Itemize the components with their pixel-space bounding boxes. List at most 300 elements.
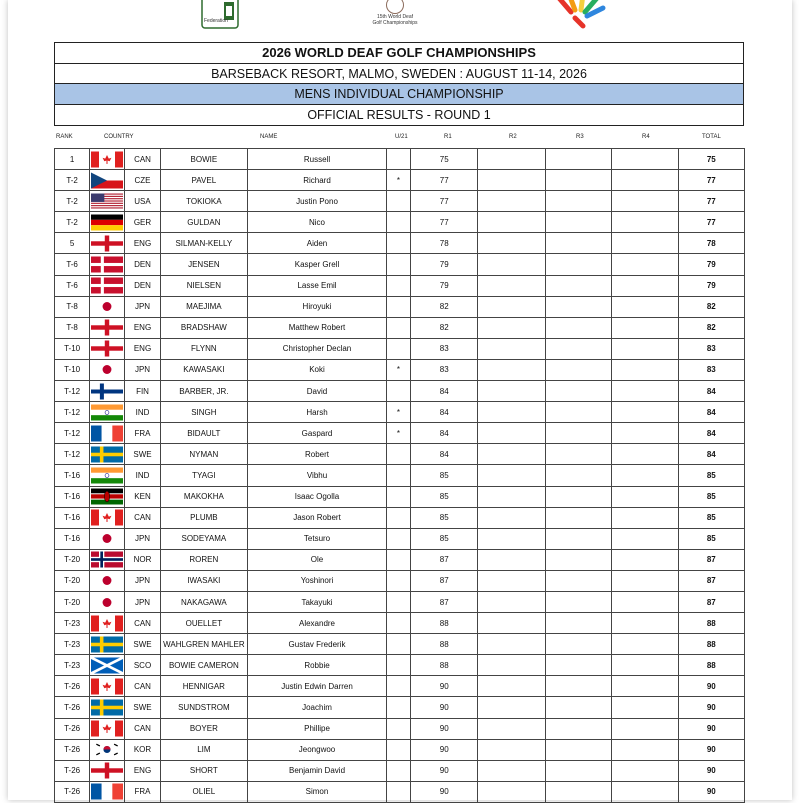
first-name-cell: Alexandre [248, 613, 387, 634]
u21-cell: * [386, 359, 410, 380]
r2-cell [478, 275, 545, 296]
rank-cell: T-2 [55, 170, 90, 191]
flag-swe-icon [91, 636, 123, 653]
flag-ind-icon [91, 467, 123, 484]
country-code-cell: SWE [125, 634, 160, 655]
r2-cell [478, 549, 545, 570]
surname-cell: BIDAULT [160, 423, 248, 444]
table-row [55, 507, 745, 528]
r1-cell: 84 [411, 402, 478, 423]
r1-cell: 88 [411, 613, 478, 634]
r3-cell [545, 591, 611, 612]
flag-cell [90, 191, 125, 212]
rank-cell: T-12 [55, 381, 90, 402]
r1-cell: 87 [411, 549, 478, 570]
r2-cell [478, 465, 545, 486]
flag-cell [90, 381, 125, 402]
flag-cell [90, 528, 125, 549]
total-cell: 82 [678, 296, 744, 317]
total-cell: 85 [678, 465, 744, 486]
surname-cell: BOYER [160, 718, 248, 739]
table-row [55, 655, 745, 676]
flag-cell [90, 149, 125, 170]
first-name-cell: Simon [248, 781, 387, 802]
r3-cell [545, 676, 611, 697]
u21-cell [386, 760, 410, 781]
flag-can-icon [91, 615, 123, 632]
first-name-cell: Vibhu [248, 465, 387, 486]
r2-cell [478, 507, 545, 528]
total-cell: 87 [678, 549, 744, 570]
flag-swe-icon [91, 699, 123, 716]
flag-cell [90, 170, 125, 191]
u21-cell [386, 149, 410, 170]
table-row [55, 760, 745, 781]
r4-cell [612, 739, 678, 760]
total-cell: 83 [678, 359, 744, 380]
r4-cell [612, 423, 678, 444]
flag-cell [90, 486, 125, 507]
flag-jpn-icon [91, 361, 123, 378]
page-title: 2026 WORLD DEAF GOLF CHAMPIONSHIPS [55, 43, 743, 64]
total-cell: 84 [678, 444, 744, 465]
u21-cell [386, 739, 410, 760]
surname-cell: MAEJIMA [160, 296, 248, 317]
r1-cell: 77 [411, 170, 478, 191]
flag-nor-icon [91, 551, 123, 568]
r1-cell: 84 [411, 381, 478, 402]
rank-cell: T-16 [55, 528, 90, 549]
surname-cell: IWASAKI [160, 570, 248, 591]
country-code-cell: JPN [125, 359, 160, 380]
surname-cell: OUELLET [160, 613, 248, 634]
col-r3: R3 [576, 134, 584, 140]
rank-cell: T-8 [55, 296, 90, 317]
u21-cell [386, 718, 410, 739]
r4-cell [612, 591, 678, 612]
flag-kor-icon [91, 741, 123, 758]
surname-cell: SILMAN-KELLY [160, 233, 248, 254]
table-row [55, 338, 745, 359]
total-cell: 90 [678, 760, 744, 781]
col-rank: RANK [56, 134, 73, 140]
championship-logo [360, 0, 430, 36]
surname-cell: BARBER, JR. [160, 381, 248, 402]
flag-swe-icon [91, 446, 123, 463]
flag-cell [90, 634, 125, 655]
r2-cell [478, 781, 545, 802]
table-row [55, 465, 745, 486]
rank-cell: T-26 [55, 781, 90, 802]
r4-cell [612, 528, 678, 549]
first-name-cell: Isaac Ogolla [248, 486, 387, 507]
r2-cell [478, 317, 545, 338]
surname-cell: SINGH [160, 402, 248, 423]
rank-cell: 1 [55, 149, 90, 170]
country-code-cell: ENG [125, 317, 160, 338]
rank-cell: T-16 [55, 507, 90, 528]
table-row [55, 149, 745, 170]
r2-cell [478, 655, 545, 676]
u21-cell [386, 233, 410, 254]
r4-cell [612, 296, 678, 317]
r3-cell [545, 338, 611, 359]
total-cell: 88 [678, 613, 744, 634]
r1-cell: 83 [411, 338, 478, 359]
col-r1: R1 [444, 134, 452, 140]
rank-cell: T-12 [55, 444, 90, 465]
total-cell: 85 [678, 486, 744, 507]
r3-cell [545, 212, 611, 233]
r4-cell [612, 212, 678, 233]
flag-cell [90, 739, 125, 760]
logo-strip [0, 0, 800, 42]
r4-cell [612, 549, 678, 570]
country-code-cell: JPN [125, 591, 160, 612]
country-code-cell: JPN [125, 296, 160, 317]
r4-cell [612, 359, 678, 380]
total-cell: 85 [678, 507, 744, 528]
r3-cell [545, 655, 611, 676]
u21-cell [386, 781, 410, 802]
u21-cell [386, 507, 410, 528]
r1-cell: 87 [411, 591, 478, 612]
r4-cell [612, 444, 678, 465]
u21-cell [386, 613, 410, 634]
r4-cell [612, 570, 678, 591]
r2-cell [478, 423, 545, 444]
total-cell: 90 [678, 781, 744, 802]
total-cell: 90 [678, 739, 744, 760]
r4-cell [612, 655, 678, 676]
surname-cell: WAHLGREN MAHLER [160, 634, 248, 655]
r2-cell [478, 233, 545, 254]
r2-cell [478, 359, 545, 380]
first-name-cell: Justin Pono [248, 191, 387, 212]
first-name-cell: Robbie [248, 655, 387, 676]
r3-cell [545, 275, 611, 296]
flag-cell [90, 760, 125, 781]
surname-cell: BRADSHAW [160, 317, 248, 338]
flag-cell [90, 233, 125, 254]
r4-cell [612, 233, 678, 254]
flag-cell [90, 507, 125, 528]
rank-cell: T-26 [55, 739, 90, 760]
r1-cell: 79 [411, 275, 478, 296]
r4-cell [612, 170, 678, 191]
first-name-cell: Matthew Robert [248, 317, 387, 338]
country-code-cell: JPN [125, 528, 160, 549]
r3-cell [545, 781, 611, 802]
r2-cell [478, 634, 545, 655]
table-row [55, 317, 745, 338]
rank-cell: T-2 [55, 212, 90, 233]
r4-cell [612, 613, 678, 634]
flag-cell [90, 465, 125, 486]
surname-cell: NAKAGAWA [160, 591, 248, 612]
country-code-cell: CAN [125, 149, 160, 170]
total-cell: 85 [678, 528, 744, 549]
rank-cell: T-26 [55, 676, 90, 697]
table-row [55, 570, 745, 591]
flag-fra-icon [91, 425, 123, 442]
flag-ger-icon [91, 214, 123, 231]
r1-cell: 78 [411, 233, 478, 254]
r2-cell [478, 739, 545, 760]
flag-can-icon [91, 151, 123, 168]
flag-can-icon [91, 678, 123, 695]
rank-cell: T-23 [55, 655, 90, 676]
r3-cell [545, 465, 611, 486]
flag-cell [90, 254, 125, 275]
total-cell: 90 [678, 676, 744, 697]
r1-cell: 90 [411, 718, 478, 739]
country-code-cell: JPN [125, 570, 160, 591]
u21-cell: * [386, 170, 410, 191]
r2-cell [478, 338, 545, 359]
flag-cell [90, 718, 125, 739]
flag-den-icon [91, 256, 123, 273]
total-cell: 88 [678, 655, 744, 676]
r3-cell [545, 170, 611, 191]
first-name-cell: Gaspard [248, 423, 387, 444]
surname-cell: ROREN [160, 549, 248, 570]
r2-cell [478, 212, 545, 233]
total-cell: 90 [678, 697, 744, 718]
r3-cell [545, 381, 611, 402]
r4-cell [612, 381, 678, 402]
rank-cell: 5 [55, 233, 90, 254]
r1-cell: 88 [411, 634, 478, 655]
surname-cell: SHORT [160, 760, 248, 781]
col-country: COUNTRY [104, 134, 134, 140]
r3-cell [545, 149, 611, 170]
r2-cell [478, 381, 545, 402]
surname-cell: JENSEN [160, 254, 248, 275]
flag-eng-icon [91, 762, 123, 779]
total-cell: 84 [678, 381, 744, 402]
total-cell: 77 [678, 170, 744, 191]
surname-cell: PAVEL [160, 170, 248, 191]
surname-cell: SUNDSTROM [160, 697, 248, 718]
surname-cell: PLUMB [160, 507, 248, 528]
country-code-cell: CAN [125, 613, 160, 634]
total-cell: 79 [678, 254, 744, 275]
flag-fra-icon [91, 783, 123, 800]
results-header [54, 42, 744, 126]
r3-cell [545, 402, 611, 423]
r1-cell: 88 [411, 655, 478, 676]
surname-cell: HENNIGAR [160, 676, 248, 697]
r1-cell: 82 [411, 296, 478, 317]
table-row [55, 359, 745, 380]
r2-cell [478, 444, 545, 465]
rank-cell: T-20 [55, 549, 90, 570]
flag-cell [90, 570, 125, 591]
r1-cell: 85 [411, 486, 478, 507]
total-cell: 79 [678, 275, 744, 296]
flag-cell [90, 317, 125, 338]
surname-cell: GULDAN [160, 212, 248, 233]
rank-cell: T-20 [55, 591, 90, 612]
table-row [55, 781, 745, 802]
table-row [55, 634, 745, 655]
table-row [55, 233, 745, 254]
table-row [55, 423, 745, 444]
r4-cell [612, 191, 678, 212]
table-row [55, 486, 745, 507]
federation-logo [198, 0, 244, 34]
col-u21: U/21 [395, 134, 408, 140]
r2-cell [478, 402, 545, 423]
country-code-cell: DEN [125, 254, 160, 275]
total-cell: 84 [678, 402, 744, 423]
country-code-cell: DEN [125, 275, 160, 296]
first-name-cell: Joachim [248, 697, 387, 718]
country-code-cell: SWE [125, 444, 160, 465]
table-row [55, 296, 745, 317]
flag-cell [90, 338, 125, 359]
first-name-cell: David [248, 381, 387, 402]
flag-can-icon [91, 509, 123, 526]
u21-cell [386, 296, 410, 317]
rank-cell: T-16 [55, 465, 90, 486]
flag-cell [90, 402, 125, 423]
total-cell: 90 [678, 718, 744, 739]
first-name-cell: Tetsuro [248, 528, 387, 549]
surname-cell: MAKOKHA [160, 486, 248, 507]
rank-cell: T-16 [55, 486, 90, 507]
country-code-cell: FRA [125, 781, 160, 802]
r3-cell [545, 613, 611, 634]
surname-cell: BOWIE CAMERON [160, 655, 248, 676]
first-name-cell: Robert [248, 444, 387, 465]
r4-cell [612, 507, 678, 528]
u21-cell [386, 465, 410, 486]
r2-cell [478, 760, 545, 781]
country-code-cell: USA [125, 191, 160, 212]
r3-cell [545, 486, 611, 507]
flag-jpn-icon [91, 530, 123, 547]
first-name-cell: Kasper Grell [248, 254, 387, 275]
flag-cell [90, 296, 125, 317]
country-code-cell: GER [125, 212, 160, 233]
r3-cell [545, 739, 611, 760]
col-r4: R4 [642, 134, 650, 140]
u21-cell [386, 528, 410, 549]
country-code-cell: SCO [125, 655, 160, 676]
table-row [55, 676, 745, 697]
u21-cell [386, 444, 410, 465]
u21-cell [386, 570, 410, 591]
column-headers [54, 131, 744, 145]
r4-cell [612, 338, 678, 359]
r4-cell [612, 254, 678, 275]
r2-cell [478, 613, 545, 634]
country-code-cell: IND [125, 402, 160, 423]
u21-cell [386, 549, 410, 570]
total-cell: 77 [678, 191, 744, 212]
u21-cell [386, 212, 410, 233]
rank-cell: T-6 [55, 275, 90, 296]
u21-cell [386, 591, 410, 612]
table-row [55, 254, 745, 275]
r1-cell: 85 [411, 507, 478, 528]
surname-cell: KAWASAKI [160, 359, 248, 380]
r1-cell: 90 [411, 676, 478, 697]
table-row [55, 444, 745, 465]
rank-cell: T-12 [55, 402, 90, 423]
country-code-cell: KEN [125, 486, 160, 507]
flag-cell [90, 591, 125, 612]
u21-cell [386, 338, 410, 359]
r4-cell [612, 149, 678, 170]
first-name-cell: Benjamin David [248, 760, 387, 781]
first-name-cell: Lasse Emil [248, 275, 387, 296]
rank-cell: T-26 [55, 718, 90, 739]
total-cell: 78 [678, 233, 744, 254]
r1-cell: 90 [411, 760, 478, 781]
flag-cell [90, 212, 125, 233]
r4-cell [612, 760, 678, 781]
r2-cell [478, 296, 545, 317]
first-name-cell: Phillipe [248, 718, 387, 739]
r1-cell: 83 [411, 359, 478, 380]
first-name-cell: Jeongwoo [248, 739, 387, 760]
country-code-cell: CAN [125, 676, 160, 697]
total-cell: 77 [678, 212, 744, 233]
r3-cell [545, 507, 611, 528]
flag-cze-icon [91, 172, 123, 189]
country-code-cell: CAN [125, 507, 160, 528]
flag-eng-icon [91, 340, 123, 357]
flag-can-icon [91, 720, 123, 737]
surname-cell: OLIEL [160, 781, 248, 802]
r3-cell [545, 570, 611, 591]
first-name-cell: Hiroyuki [248, 296, 387, 317]
col-name: NAME [260, 134, 278, 140]
r2-cell [478, 170, 545, 191]
u21-cell [386, 317, 410, 338]
r2-cell [478, 149, 545, 170]
total-cell: 82 [678, 317, 744, 338]
total-cell: 87 [678, 591, 744, 612]
r3-cell [545, 296, 611, 317]
r1-cell: 75 [411, 149, 478, 170]
u21-cell [386, 275, 410, 296]
flag-cell [90, 423, 125, 444]
r1-cell: 79 [411, 254, 478, 275]
flag-cell [90, 549, 125, 570]
u21-cell: * [386, 402, 410, 423]
r3-cell [545, 634, 611, 655]
table-row [55, 191, 745, 212]
federation-logo-text: Federation [204, 18, 228, 24]
table-row [55, 402, 745, 423]
table-row [55, 528, 745, 549]
r4-cell [612, 465, 678, 486]
r4-cell [612, 486, 678, 507]
surname-cell: BOWIE [160, 149, 248, 170]
flag-cell [90, 697, 125, 718]
surname-cell: FLYNN [160, 338, 248, 359]
table-row [55, 739, 745, 760]
flag-ind-icon [91, 404, 123, 421]
u21-cell [386, 676, 410, 697]
r1-cell: 84 [411, 444, 478, 465]
u21-cell [386, 191, 410, 212]
rank-cell: T-23 [55, 634, 90, 655]
